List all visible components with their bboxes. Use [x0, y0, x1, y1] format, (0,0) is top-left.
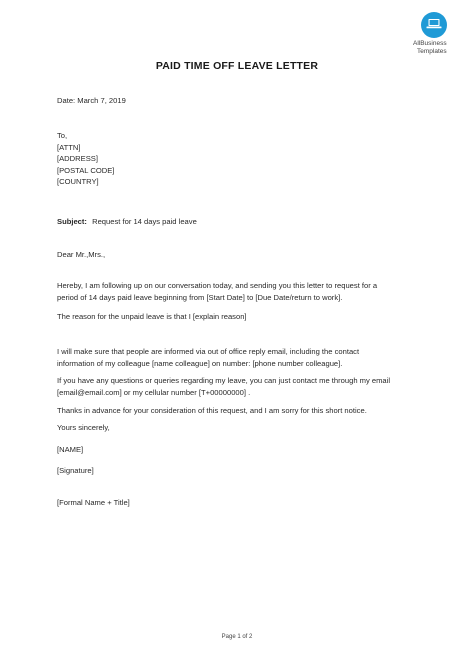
allbusiness-logo[interactable]	[413, 10, 463, 60]
paragraph-line: period of 14 days paid leave beginning from [Start Date] to [Due Date/return to work].	[57, 292, 343, 302]
address-line: [ADDRESS]	[57, 154, 98, 163]
address-line: [COUNTRY]	[57, 177, 99, 186]
paragraph-line: Hereby, I am following up on our conversation today, and sending you this letter to request for a	[57, 281, 378, 290]
body-paragraph-4	[57, 375, 390, 398]
laptop-icon	[421, 12, 447, 38]
sender-name: [NAME]	[57, 445, 84, 454]
logo-line-1: AllBusiness	[413, 40, 447, 47]
body-paragraph-1	[57, 280, 377, 303]
logo-line-2: Templates	[417, 48, 447, 55]
letter-date: Date: March 7, 2019	[57, 96, 126, 105]
salutation: Dear Mr.,Mrs.,	[57, 250, 106, 259]
logo-text	[413, 40, 461, 56]
address-line: To,	[57, 131, 68, 140]
paragraph-line: information of my colleague [name colleague] on number: [phone number colleague].	[57, 358, 343, 368]
signature-placeholder: [Signature]	[57, 466, 94, 475]
paragraph-line: [email@email.com] or my cellular number [T+00000000] .	[57, 387, 251, 397]
body-paragraph-5: Thanks in advance for your consideration of this request, and I am sorry for this short notice.	[57, 406, 367, 415]
body-paragraph-2: The reason for the unpaid leave is that I [explain reason]	[57, 312, 247, 321]
body-paragraph-3	[57, 346, 359, 369]
subject-label: Subject:	[57, 217, 87, 226]
address-line: [POSTAL CODE]	[57, 165, 115, 175]
page-number: Page 1 of 2	[221, 634, 253, 640]
recipient-address	[57, 130, 114, 188]
paragraph-line: I will make sure that people are informed via out of office reply email, including the contact	[57, 347, 360, 356]
address-line: [ATTN]	[57, 142, 81, 152]
subject-text: Request for 14 days paid leave	[92, 217, 197, 226]
subject-line	[57, 216, 197, 228]
paragraph-line: If you have any questions or queries regarding my leave, you can just contact me through my email	[57, 376, 391, 385]
closing: Yours sincerely,	[57, 423, 110, 432]
letter-title: PAID TIME OFF LEAVE LETTER	[155, 60, 319, 72]
formal-name-title: [Formal Name + Title]	[57, 498, 130, 507]
